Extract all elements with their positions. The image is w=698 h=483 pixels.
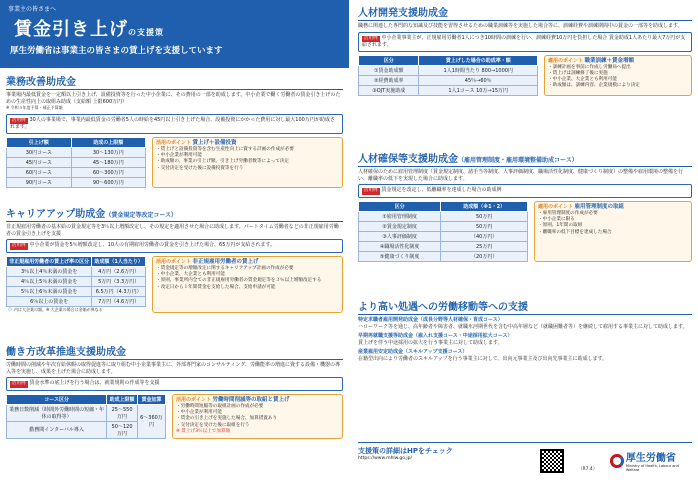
example-tag: 活用例 [12, 243, 26, 249]
section-body: 労働時間の削減や年次有給休暇の取得促進等に取り組む中小企業事業主に、外部専門家のコンサルティング、労働能率の増進に資する設備・機器の導入等を実施し、成果を上げた場合に助成します。 [6, 362, 341, 375]
table-row: ③OJT実施助成 1人1コース 10万→15万円 [359, 85, 538, 95]
point-note: ※ 賃上げ3％以上で加算額 [176, 428, 231, 434]
table-row: ④職場活性化制度 25万円 [359, 241, 528, 251]
th: 賃金加算 [137, 394, 165, 404]
th: 区分 [359, 201, 441, 211]
table-row: 3％以上4％未満の賃金を 4万円（2.6万円） [7, 266, 146, 276]
point-item: ・助成額の、事業の引上げ額、引き上げ労働者数等によって決定 [156, 159, 290, 165]
hero-top: 事業主の皆さまへ [8, 6, 57, 13]
section-body: 人材確保のために雇用管理制度（賃金規定制度、諸手当等制度、人事評価制度、職場活性化制度、健康づくり制度）の整備や雇用環境の整備を行い、離職率の低下を実現した場合に助成します。 [358, 169, 684, 182]
point-head: 活用のポイント [176, 396, 212, 403]
point-item: ・改定日から１年間賃金を支給した場合、支給申請が可能 [156, 284, 276, 290]
hero-title-text: 賃金引き上げ [14, 19, 128, 40]
th: 引上げ額 [7, 137, 72, 147]
point-item: ・訓練計画を事前に作成し労働局へ提出 [548, 64, 631, 70]
th: 賃上げした場合の助成率・額 [419, 55, 538, 65]
support-item: 特定求職者雇用開発助成金（成長分野等人材確保・育成コース） ハローワーク等を通じ、高年齢者や障害者、就職氷河期世代を含む中高年層など（就職困難者等）を継続して雇用する事業主に対して助成します。 [358, 317, 688, 330]
cell: 45円コース [7, 157, 72, 167]
footer-link[interactable]: 支援策の詳細はHPをチェック [358, 447, 453, 455]
point-title: 職業訓練＋賃金増額 [584, 57, 634, 64]
th: コース区分 [7, 394, 107, 404]
point-item: ・労働時間短縮等の取組計画の作成が必要 [176, 403, 264, 409]
example-box [6, 239, 343, 253]
point-box [534, 201, 692, 262]
point-head: 適用のポイント [538, 203, 574, 210]
point-item: ・中小企業が利用可能 [156, 153, 202, 159]
point-title: 非正規雇用労働者の賃上げ [192, 258, 259, 265]
table-row: 業務日数削減（時間外労働時間の短縮・年休の取得等） 25〜550万円 6〜360万円 [7, 404, 166, 421]
th: 助成上限額 [107, 394, 138, 404]
table-row [7, 177, 146, 187]
section-roudou-idou [358, 298, 692, 363]
point-title: 賃上げ＋設備投資 [192, 139, 237, 146]
th: 区分 [359, 55, 419, 65]
section-title: キャリアアップ助成金（賃金規定等改定コース） [6, 205, 343, 222]
section-title: 人材開発支援助成金 [358, 4, 692, 21]
table-row: ①賃金助成額 1人1時間当たり 800→1000円 [359, 65, 538, 75]
point-item: ・賃金の引き上げを実施した場合、加算措置あり [176, 416, 278, 422]
point-item: ・賃上げは訓練修了後に実施 [548, 71, 608, 76]
cell: 60〜300万円 [71, 167, 145, 177]
example-tag: 活用例 [364, 188, 378, 194]
point-box [152, 137, 343, 188]
section-note: ※ 令和５年度予算・補正予算額 [6, 105, 63, 111]
example-tag: 活用例 [12, 381, 26, 387]
cell: 90〜600万円 [71, 177, 145, 187]
s5-table [358, 201, 528, 262]
table-row: 5％以上6％未満の賃金を 6.5万円（4.3万円） [7, 286, 146, 296]
point-item: ・助成額は、訓練内容、企業規模により決定 [548, 83, 640, 89]
qr-code-icon [540, 449, 564, 473]
ministry-logo-icon [610, 454, 624, 468]
point-title: 労働時間削減等の取組と賃上げ [212, 396, 290, 403]
point-item: ・交付決定を受けた後に設備投資等を行う [156, 165, 244, 171]
hero-title-suffix: の支援策 [128, 28, 164, 37]
point-item: ・賃金規定等の増額改定に関するキャリアアップ計画の作成が必要 [156, 265, 294, 271]
point-box [172, 394, 343, 439]
point-item: ・中小企業が利用可能 [176, 410, 222, 416]
example-box [358, 184, 692, 198]
point-item: ・中小企業に限る [538, 217, 575, 223]
section-jinzai-kakuho [358, 150, 692, 262]
cell: 30〜130万円 [71, 147, 145, 157]
example-text: 中小企業が賃金を5％増額改定し、10人の有期雇用労働者の賃金を引き上げた場合、65万円が支給されます。 [29, 242, 276, 249]
example-tag: 活用例 [12, 117, 26, 123]
cell: 90円コース [7, 177, 72, 187]
support-item: 産業雇用安定助成金（スキルアップ支援コース） 在籍型出向により労働者のスキルアップを行う事業主に対して、出向元事業主及び出向先事業主に助成します。 [358, 349, 608, 362]
point-head: 活用のポイント [156, 139, 192, 146]
hero-subtitle: 厚生労働省は事業主の皆さまの賃上げを支援しています [10, 46, 223, 56]
s1-table [6, 137, 146, 188]
table-row: 4％以上5％未満の賃金を 5万円（3.3万円） [7, 276, 146, 286]
point-item: ・中小企業、大企業とも利用可能 [548, 77, 617, 83]
example-tag: 活用例 [364, 35, 378, 41]
table-row: ②経費助成率 45％→60％ [359, 75, 538, 85]
table-row: 6％以上の賃金を 7万円（4.6万円） [7, 296, 146, 306]
point-item: ・賃上げと設備投資等を含む生産性向上に資する計画の作成が必要 [156, 146, 294, 152]
point-item: ・原則、1年間の取組 [538, 223, 583, 229]
footer-date: （R7.4） [578, 467, 598, 472]
point-item: ・原則、事業所内全ての非正規雇用労働者の賃金規定等を３％以上増額改定する [156, 278, 322, 284]
support-item: 早期再就職支援等助成金（雇入れ支援コース・中途採用拡大コース） 賃上げを伴う中途採用の拡大を行う事業主に対して助成します。 [358, 333, 513, 346]
right-column [352, 0, 698, 483]
cell: 60円コース [7, 167, 72, 177]
cell: 45〜180万円 [71, 157, 145, 167]
table-row: 勤務間インターバル導入 50〜120万円 [7, 421, 166, 438]
section-body: 非正規雇用労働者の基本給の賃金規定等を3％以上増額改定し、その規定を適用させた場合に助成します。パートタイム労働者などの非正規雇用労働者の賃金引き上げを支援 [6, 224, 339, 237]
table-row [7, 147, 146, 157]
s2-table [6, 256, 146, 307]
point-item: ・離職率の低下目標を達成した場合 [538, 229, 612, 235]
example-text: 30人の事業場で、事業内最低賃金の労働者5人の時給を45円以上引き上げた場合、設備投資にかかった費用に対し最大100万円が助成されます。 [10, 116, 335, 131]
s3-table [6, 394, 166, 439]
example-box [6, 114, 343, 134]
table-row: ②賃金規定制度 50万円 [359, 221, 528, 231]
hero-banner [0, 0, 349, 68]
th: 助成の上限額 [71, 137, 145, 147]
footer [358, 442, 692, 480]
ministry-name: 厚生労働省 [625, 453, 676, 464]
section-jinzai-kaihatsu [358, 4, 692, 96]
section-body: 事業場内最低賃金を一定額以上引き上げ、設備投資等を行った中小企業に、その費用の一部を助成します。中小企業で働く労働者の賃金引き上げのための生産性向上の取組み助成（支給額 上限600万円） [6, 92, 341, 105]
section-career-up [6, 205, 343, 313]
example-box [6, 377, 343, 391]
point-item: ・交付決定を受けた後に取組を行う [176, 422, 250, 428]
ministry-logo [610, 449, 692, 472]
section-title: 働き方改革推進支援助成金 [6, 343, 343, 360]
point-head: 活用のポイント [156, 258, 192, 265]
point-item: ・中小企業、大企業とも利用可能 [156, 272, 225, 278]
point-head: 適用のポイント [548, 57, 584, 64]
th: 助成額（1人当たり） [92, 256, 146, 266]
point-item: ・雇用管理制度の作成が必要 [538, 210, 598, 216]
th: 非正規雇用労働者の賃上げ率の区分 [7, 256, 92, 266]
table-row: ③人事評価制度 （40万円） [359, 231, 528, 241]
example-text: 賃金規定を改定し、低離職率を達成した場合の助成例 [381, 187, 502, 194]
section-hatarakikata [6, 343, 343, 439]
section-title: より高い処遇への労働移動等への支援 [358, 298, 692, 315]
point-box [544, 55, 692, 96]
table-row [7, 157, 146, 167]
point-box [152, 256, 343, 314]
example-text: 中小企業事業主が、正規雇用労働者1人につき10時間の訓練を行い、訓練経費10万円を負担した場合 賃金助成1人あたり最大7万円が支給されます。 [362, 34, 686, 49]
s4-table [358, 55, 538, 96]
table-row [7, 167, 146, 177]
point-title: 雇用管理制度の取組 [574, 203, 624, 210]
table-row: ①雇用管理制度 50万円 [359, 211, 528, 221]
table-row: ⑤健康づくり制度 （20万円） [359, 251, 528, 261]
footer-url[interactable]: https://www.mhlw.go.jp/ [358, 456, 412, 461]
section-body: 職務に関連した専門的な知識及び技能を習得させるための職業訓練等を実施した場合等に、訓練経費や訓練期間中の賃金の一部等を助成します。 [358, 23, 683, 29]
example-text: 賃金水準の底上げを行う場合は、就業規則の作成等を支援 [29, 380, 160, 387]
section-gyomu-kaizen [6, 73, 343, 188]
table-note: （）内は大企業の額。※ 大企業の場合は金額が異なる [6, 306, 103, 312]
example-box [358, 32, 692, 52]
ministry-name-en: Ministry of Health, Labour and Welfare [625, 464, 679, 472]
th: 助成額（※1・2） [441, 201, 528, 211]
section-title: 業務改善助成金 [6, 73, 343, 90]
cell: 30円コース [7, 147, 72, 157]
section-title: 人材確保等支援助成金（雇用管理制度・雇用環境整備助成コース） [358, 150, 692, 167]
hero-title [0, 13, 349, 41]
